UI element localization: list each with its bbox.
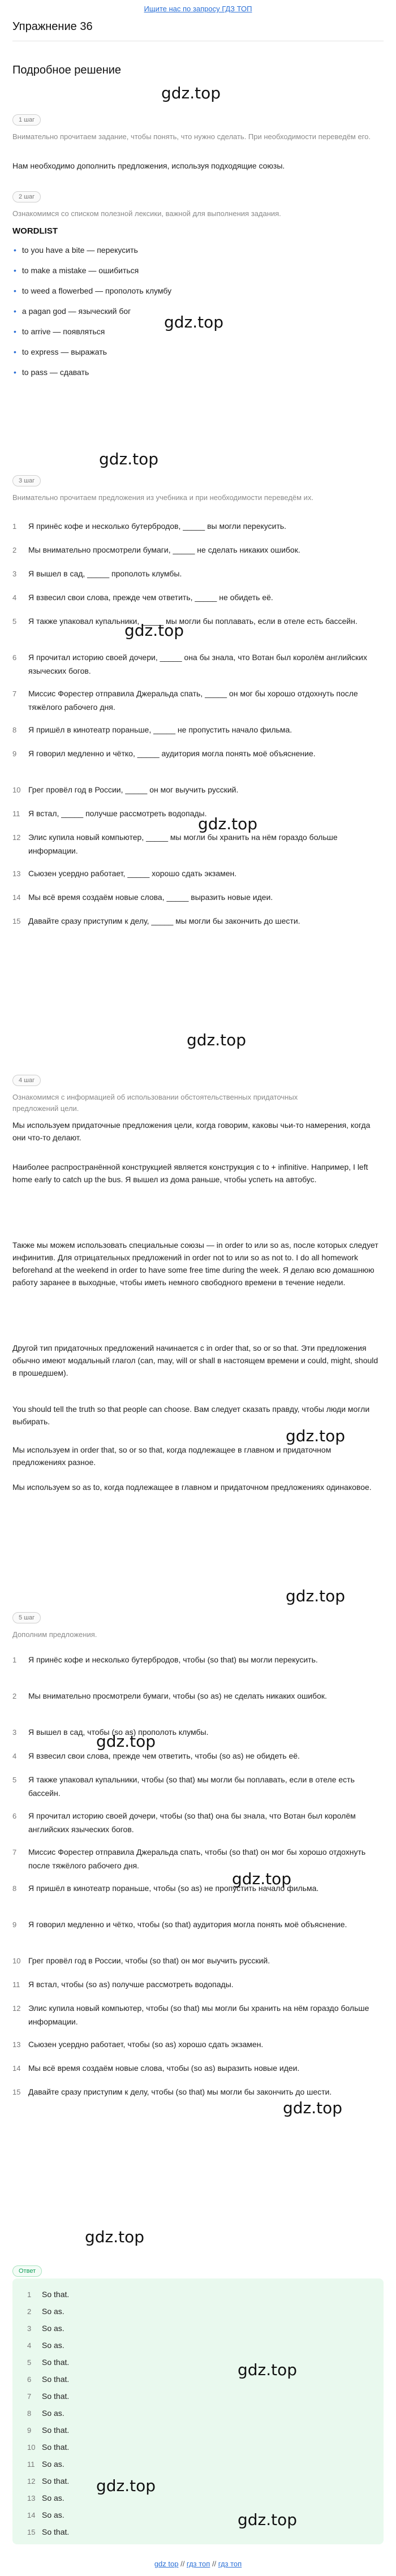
item-number: 9 — [27, 2426, 32, 2435]
answer-text: So that. — [42, 2392, 70, 2401]
step4-hint: Ознакомимся с информацией об использовании обстоятельственных придаточных предложений цели. — [12, 1093, 298, 1113]
item-text: Я вышел в сад, _____ прополоть клумбы. — [28, 569, 182, 578]
item-number: 7 — [27, 2392, 32, 2401]
answer-text: So that. — [42, 2476, 70, 2485]
item-text: Я также упаковал купальники, _____ мы могли бы поплавать, если в отеле есть бассейн. — [28, 617, 358, 626]
bullet-icon: • — [14, 307, 16, 316]
bullet-icon: • — [14, 327, 16, 336]
sentence-row — [12, 723, 380, 737]
wordlist-item — [14, 368, 376, 377]
item-number: 8 — [12, 1884, 17, 1893]
watermark: gdz.top — [238, 2360, 298, 2379]
step5-hint: Дополним предложения. — [12, 1630, 97, 1639]
answer-item — [27, 2443, 69, 2452]
item-text: Грег провёл год в России, _____ он мог выучить русский. — [28, 785, 239, 794]
sentence-row — [12, 614, 380, 628]
sentence-row — [12, 807, 380, 821]
wordlist-text: to make a mistake — ошибиться — [21, 266, 139, 275]
watermark: gdz.top — [286, 1427, 346, 1445]
answer-row — [12, 1978, 380, 1992]
item-text: Я пришёл в кинотеатр пораньше, чтобы (so as) не пропустить начало фильма. — [28, 1884, 319, 1893]
answer-text: So as. — [42, 2307, 64, 2316]
step3-hint: Внимательно прочитаем предложения из учебника и при необходимости переведём их. — [12, 493, 314, 502]
sentence-row — [12, 747, 380, 761]
answer-row — [12, 1653, 380, 1667]
item-text: Мы внимательно просмотрели бумаги, чтобы (so as) не сделать никаких ошибок. — [28, 1691, 327, 1700]
watermark: gdz.top — [96, 1732, 156, 1751]
wordlist-item — [14, 266, 376, 275]
step-badge: 1 шаг — [12, 114, 41, 126]
item-number: 13 — [12, 869, 21, 878]
item-text: Сьюзен усердно работает, _____ хорошо сдать экзамен. — [28, 869, 237, 878]
answer-text: So that. — [42, 2443, 70, 2452]
answer-item — [27, 2476, 69, 2485]
item-number: 10 — [12, 786, 21, 794]
answer-item — [27, 2409, 64, 2418]
item-number: 11 — [12, 1980, 20, 1989]
item-text: Миссис Форестер отправила Джеральда спать, _____ он мог бы хорошо отдохнуть после тяжёлого рабочего дня. — [28, 689, 358, 712]
item-number: 14 — [27, 2511, 36, 2519]
item-text: Мы внимательно просмотрели бумаги, _____ не сделать никаких ошибок. — [28, 545, 300, 554]
answer-text: So that. — [42, 2358, 70, 2367]
answer-row — [12, 2085, 380, 2099]
answer-text: So as. — [42, 2409, 64, 2418]
item-text: Я встал, чтобы (so as) получше рассмотреть водопады. — [28, 1980, 234, 1989]
item-number: 12 — [12, 833, 21, 842]
answer-box — [12, 2278, 384, 2544]
answer-item — [27, 2392, 69, 2401]
item-text: Я пришёл в кинотеатр пораньше, _____ не пропустить начало фильма. — [28, 725, 292, 734]
wordlist-text: to arrive — появляться — [21, 327, 105, 336]
watermark: gdz.top — [238, 2510, 298, 2529]
watermark: gdz.top — [161, 84, 221, 102]
item-number: 10 — [12, 1957, 21, 1965]
answer-text: So as. — [42, 2459, 64, 2469]
sentence-row — [12, 783, 380, 797]
theory-paragraph: Также мы можем использовать специальные союзы — in order to или so as, после которых следует инфинитив. Для отрицательных предложений in order not to или so as not to. I do all homework beforehand at the weekend in order to have some free time during the week. Я делаю всю домашнюю работу заранее в выходные, чтобы иметь немного свободного времени в течение недели. — [12, 1240, 378, 1287]
theory-paragraph: Мы используем in order that, so or so that, когда подлежащее в главном и придаточном предложениях разное. — [12, 1445, 332, 1467]
sentence-row — [12, 830, 380, 855]
item-text: Я взвесил свои слова, прежде чем ответить, _____ не обидеть её. — [28, 593, 273, 602]
item-number: 3 — [12, 570, 17, 578]
item-number: 12 — [12, 2004, 21, 2013]
step-badge: 2 шаг — [12, 191, 41, 203]
answer-item — [27, 2426, 69, 2435]
item-number: 9 — [12, 1920, 17, 1929]
item-text: Грег провёл год в России, чтобы (so that) он мог выучить русский. — [28, 1956, 270, 1965]
wordlist-text: to pass — сдавать — [21, 368, 89, 377]
item-number: 5 — [12, 617, 17, 626]
item-number: 13 — [27, 2494, 36, 2502]
item-number: 9 — [12, 749, 17, 758]
item-number: 7 — [12, 690, 17, 698]
item-number: 6 — [12, 1812, 17, 1820]
wordlist-text: to weed a flowerbed — прополоть клумбу — [21, 286, 172, 295]
item-number: 6 — [12, 653, 17, 662]
section-title: Подробное решение — [12, 64, 122, 76]
top-search-link[interactable]: Ищите нас по запросу ГДЗ ТОП — [144, 5, 252, 13]
answer-item — [27, 2493, 64, 2502]
answer-row — [12, 1881, 380, 1896]
item-number: 14 — [12, 2064, 21, 2073]
item-text: Давайте сразу приступим к делу, чтобы (so that) мы могли бы закончить до шести. — [28, 2087, 332, 2096]
watermark: gdz.top — [286, 1587, 346, 1605]
item-text: Я прочитал историю своей дочери, чтобы (so that) она бы знала, что Вотан был королём английских языческих богов. — [28, 1811, 356, 1834]
watermark: gdz.top — [283, 2099, 343, 2117]
item-number: 3 — [12, 1728, 17, 1737]
footer-link-2[interactable]: гдз топ — [186, 2560, 210, 2568]
item-number: 5 — [27, 2358, 32, 2367]
answer-row — [12, 1689, 380, 1703]
answer-text: So as. — [42, 2493, 64, 2502]
sentence-row — [12, 687, 380, 712]
item-number: 7 — [12, 1848, 17, 1856]
item-number: 2 — [27, 2307, 32, 2316]
item-text: Мы всё время создаём новые слова, чтобы (so as) выразить новые идеи. — [28, 2064, 300, 2073]
watermark: gdz.top — [187, 1031, 247, 1049]
item-text: Я говорил медленно и чётко, чтобы (so that) аудитория могла понять моё объяснение. — [28, 1920, 347, 1929]
answer-item — [27, 2375, 69, 2384]
answer-item — [27, 2510, 64, 2519]
item-text: Мы всё время создаём новые слова, _____ выразить новые идеи. — [28, 893, 273, 902]
theory-paragraph: Мы используем придаточные предложения цели, когда говорим, каковы чьи-то намерения, когда они что-то делают. — [12, 1121, 371, 1142]
step1-hint: Внимательно прочитаем задание, чтобы понять, что нужно сделать. При необходимости переведём его. — [12, 132, 371, 141]
item-number: 11 — [12, 809, 20, 818]
item-text: Я прочитал историю своей дочери, _____ она бы знала, что Вотан был королём английских языческих богов. — [28, 653, 367, 675]
item-number: 14 — [12, 893, 21, 902]
item-text: Я взвесил свои слова, прежде чем ответить, чтобы (so as) не обидеть её. — [28, 1751, 300, 1760]
watermark: gdz.top — [198, 815, 258, 833]
answer-row — [12, 1809, 380, 1834]
answer-text: So as. — [42, 2341, 64, 2350]
bullet-icon: • — [14, 266, 16, 275]
item-number: 15 — [12, 2088, 21, 2096]
item-number: 4 — [12, 593, 17, 602]
item-number: 4 — [12, 1752, 17, 1760]
sentence-row — [12, 890, 380, 904]
answer-row — [12, 1749, 380, 1763]
watermark: gdz.top — [99, 450, 159, 468]
sentence-row — [12, 591, 380, 605]
bullet-icon: • — [14, 347, 16, 356]
answer-text: So that. — [42, 2426, 70, 2435]
item-number: 1 — [12, 1656, 17, 1664]
footer-link-3[interactable]: гдз топ — [218, 2560, 242, 2568]
item-number: 4 — [27, 2341, 32, 2350]
watermark: gdz.top — [164, 313, 224, 331]
item-number: 2 — [12, 1692, 17, 1700]
wordlist-text: to you have a bite — перекусить — [21, 245, 138, 255]
item-number: 1 — [12, 522, 17, 531]
answer-item — [27, 2290, 69, 2299]
step-badge: 5 шаг — [12, 1612, 41, 1623]
item-number: 12 — [27, 2477, 36, 2485]
item-text: Элис купила новый компьютер, чтобы (so that) мы могли бы хранить на нём гораздо больше информации. — [28, 2004, 369, 2026]
footer — [0, 2560, 396, 2568]
theory-paragraph: Наиболее распространённой конструкцией является конструкция с to + infinitive. Например, I left home early to catch up the bus. Я вышел из дома раньше, чтобы успеть на автобус. — [12, 1162, 368, 1184]
wordlist-title: WORDLIST — [12, 226, 58, 236]
item-text: Я говорил медленно и чётко, _____ аудитория могла понять моё объяснение. — [28, 749, 316, 758]
item-text: Я принёс кофе и несколько бутербродов, чтобы (so that) вы могли перекусить. — [28, 1655, 318, 1664]
step-badge: 3 шаг — [12, 475, 41, 486]
sentence-row — [12, 867, 380, 881]
item-number: 6 — [27, 2375, 32, 2384]
watermark: gdz.top — [124, 621, 184, 640]
answer-row — [12, 2037, 380, 2052]
answer-text: So as. — [42, 2324, 64, 2333]
answer-label: Ответ — [12, 2265, 42, 2277]
item-number: 8 — [27, 2409, 32, 2418]
watermark: gdz.top — [232, 1869, 292, 1888]
bullet-icon: • — [14, 245, 16, 255]
answer-row — [12, 2061, 380, 2075]
footer-separator: // — [210, 2560, 218, 2568]
answer-item — [27, 2341, 64, 2350]
step1-text: Нам необходимо дополнить предложения, используя подходящие союзы. — [12, 161, 285, 170]
answer-item — [27, 2527, 69, 2536]
answer-row — [12, 1725, 380, 1739]
item-number: 11 — [27, 2460, 35, 2469]
answer-row — [12, 2001, 380, 2026]
sentence-row — [12, 651, 380, 675]
footer-link-1[interactable]: gdz top — [154, 2560, 179, 2568]
item-text: Давайте сразу приступим к делу, _____ мы могли бы закончить до шести. — [28, 916, 300, 925]
wordlist-text: to express — выражать — [21, 347, 107, 356]
item-number: 8 — [12, 726, 17, 734]
item-number: 1 — [27, 2290, 32, 2299]
watermark: gdz.top — [85, 2228, 145, 2246]
sentence-row — [12, 567, 380, 581]
bullet-icon: • — [14, 286, 16, 295]
answer-row — [12, 1845, 380, 1870]
answer-row — [12, 1773, 380, 1798]
answer-item — [27, 2324, 64, 2333]
item-text: Элис купила новый компьютер, _____ мы могли бы хранить на нём гораздо больше информации. — [28, 833, 338, 855]
sentence-row — [12, 914, 380, 928]
answer-text: So that. — [42, 2527, 70, 2536]
theory-paragraph: Другой тип придаточных предложений начинается с in order that, so or so that. Эти предложения обычно имеют модальный глагол (can, may, will or shall в настоящем времени и could, might, should в прошедшем). — [12, 1343, 378, 1377]
item-text: Я также упаковал купальники, чтобы (so that) мы могли бы поплавать, если в отеле есть бассейн. — [28, 1775, 355, 1798]
bullet-icon: • — [14, 368, 16, 377]
theory-paragraph: You should tell the truth so that people can choose. Вам следует сказать правду, чтобы люди могли выбирать. — [12, 1405, 370, 1426]
item-text: Я вышел в сад, чтобы (so as) прополоть клумбы. — [28, 1728, 209, 1737]
item-number: 13 — [12, 2040, 21, 2049]
theory-paragraph: Мы используем so as to, когда подлежащее в главном и придаточном предложениях одинаковое. — [12, 1483, 372, 1492]
wordlist-item — [14, 286, 376, 295]
step-badge: 4 шаг — [12, 1075, 41, 1086]
answer-row — [12, 1954, 380, 1968]
item-text: Миссис Форестер отправила Джеральда спать, чтобы (so that) он мог бы хорошо отдохнуть после тяжёлого рабочего дня. — [28, 1847, 366, 1870]
item-number: 2 — [12, 546, 17, 554]
sentence-row — [12, 519, 380, 533]
answer-row — [12, 1918, 380, 1932]
item-text: Я встал, _____ получше рассмотреть водопады. — [28, 809, 207, 818]
watermark: gdz.top — [96, 2476, 156, 2495]
sentence-row — [12, 543, 380, 557]
item-text: Я принёс кофе и несколько бутербродов, _____ вы могли перекусить. — [28, 522, 287, 531]
item-number: 10 — [27, 2443, 36, 2452]
footer-separator: // — [178, 2560, 187, 2568]
wordlist-item — [14, 245, 376, 255]
answer-text: So that. — [42, 2375, 70, 2384]
answer-item — [27, 2307, 64, 2316]
answer-text: So as. — [42, 2510, 64, 2519]
item-number: 5 — [12, 1776, 17, 1784]
answer-text: So that. — [42, 2290, 70, 2299]
answer-item — [27, 2358, 69, 2367]
item-number: 15 — [27, 2528, 36, 2536]
item-number: 3 — [27, 2324, 32, 2333]
wordlist-text: a pagan god — языческий бог — [21, 307, 131, 316]
page-title: Упражнение 36 — [12, 20, 93, 33]
wordlist-item — [14, 347, 376, 356]
step2-hint: Ознакомимся со списком полезной лексики, важной для выполнения задания. — [12, 209, 281, 218]
answer-item — [27, 2459, 64, 2469]
item-text: Сьюзен усердно работает, чтобы (so as) хорошо сдать экзамен. — [28, 2040, 264, 2049]
item-number: 15 — [12, 917, 21, 925]
